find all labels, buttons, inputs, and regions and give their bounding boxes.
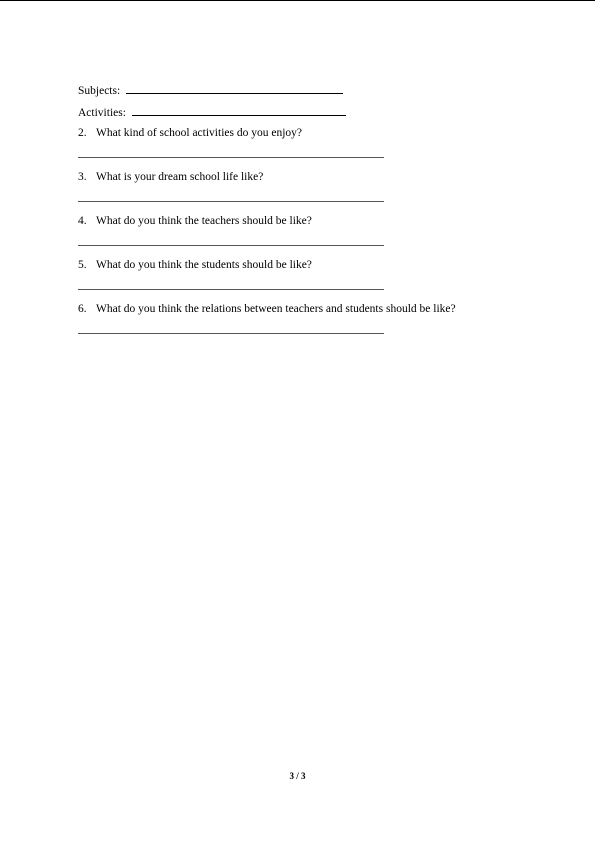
subjects-field	[78, 82, 343, 98]
top-border	[0, 0, 595, 1]
question-3	[78, 170, 263, 184]
question-5	[78, 258, 312, 272]
question-text: What do you think the relations between teachers and students should be like?	[96, 303, 456, 315]
answer-line-6[interactable]	[78, 333, 384, 334]
activities-blank[interactable]	[132, 104, 346, 116]
question-2	[78, 126, 302, 140]
question-4	[78, 214, 312, 228]
answer-line-2[interactable]	[78, 157, 384, 158]
question-text: What is your dream school life like?	[96, 171, 264, 183]
question-text: What do you think the students should be like?	[96, 259, 312, 271]
question-6	[78, 302, 456, 316]
question-number: 5.	[78, 259, 87, 271]
question-number: 2.	[78, 127, 87, 139]
answer-line-3[interactable]	[78, 201, 384, 202]
activities-label: Activities:	[78, 107, 126, 119]
question-number: 6.	[78, 303, 87, 315]
activities-field	[78, 104, 346, 120]
answer-line-4[interactable]	[78, 245, 384, 246]
subjects-label: Subjects:	[78, 85, 121, 97]
question-number: 4.	[78, 215, 87, 227]
question-number: 3.	[78, 171, 87, 183]
question-text: What kind of school activities do you enjoy?	[96, 127, 302, 139]
question-text: What do you think the teachers should be like?	[96, 215, 312, 227]
subjects-blank[interactable]	[126, 82, 343, 94]
answer-line-5[interactable]	[78, 289, 384, 290]
page-number: 3 / 3	[289, 771, 306, 781]
